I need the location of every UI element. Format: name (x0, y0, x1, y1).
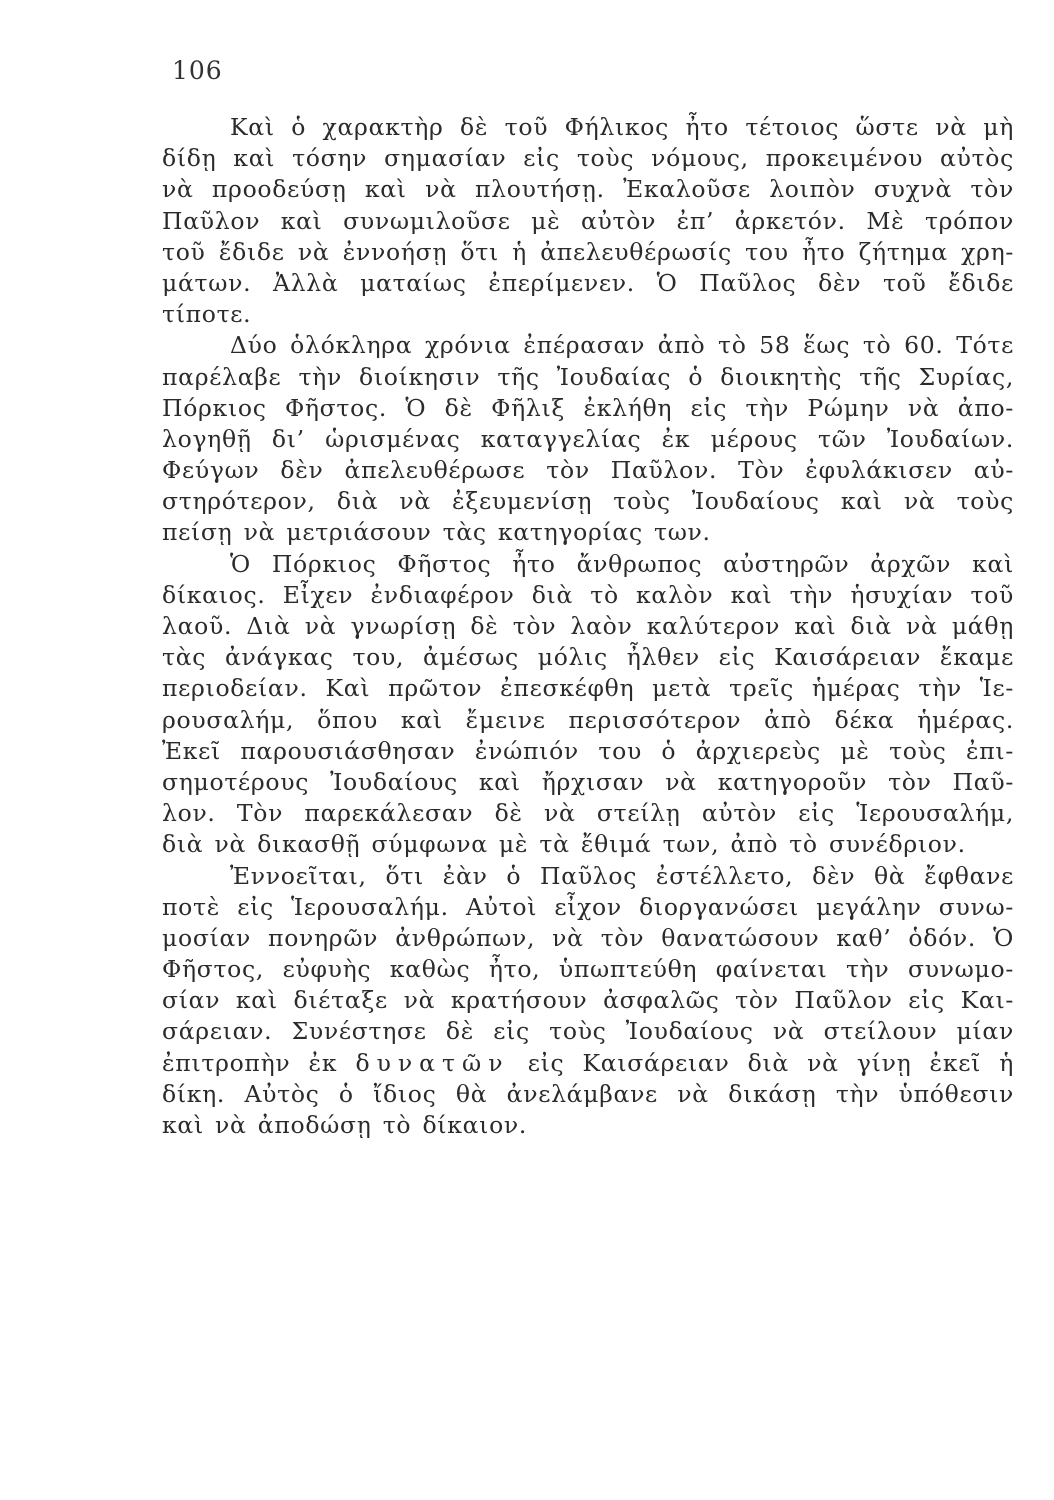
text-line: Δύο ὁλόκληρα χρόνια ἐπέρασαν ἀπὸ τὸ 58 ἕως τὸ 60. Τότε (230, 331, 1014, 360)
text-line: Πόρκιος Φῆστος. Ὁ δὲ Φῆλιξ ἐκλήθη εἰς τὴν Ρώμην νὰ ἀπο- (162, 393, 1014, 422)
text-line: σάρειαν. Συνέστησε δὲ εἰς τοὺς Ἰουδαίους νὰ στείλουν μίαν (162, 1017, 1014, 1046)
text-line: τίποτε. (162, 300, 252, 329)
text-segment: εἰς Καισάρειαν διὰ νὰ γίνῃ ἐκεῖ ἡ (527, 1048, 1015, 1077)
text-line: πείσῃ νὰ μετριάσουν τὰς κατηγορίας των. (162, 518, 711, 547)
text-line: καὶ νὰ ἀποδώσῃ τὸ δίκαιον. (162, 1111, 528, 1139)
text-line: τοῦ ἔδιδε νὰ ἐννοήσῃ ὅτι ἡ ἀπελευθέρωσίς του ἦτο ζήτημα χρη- (162, 237, 1014, 266)
text-line: στηρότερον, διὰ νὰ ἐξευμενίσῃ τοὺς Ἰουδαίους καὶ νὰ τοὺς (162, 487, 1014, 516)
text-line: παρέλαβε τὴν διοίκησιν τῆς Ἰουδαίας ὁ διοικητὴς τῆς Συρίας, (162, 362, 1014, 391)
text-line: σίαν καὶ διέταξε νὰ κρατήσουν ἀσφαλῶς τὸν Παῦλον εἰς Και- (162, 986, 1014, 1015)
text-line: σημοτέρους Ἰουδαίους καὶ ἤρχισαν νὰ κατηγοροῦν τὸν Παῦ- (162, 767, 1014, 796)
text-line: περιοδείαν. Καὶ πρῶτον ἐπεσκέφθη μετὰ τρεῖς ἡμέρας τὴν Ἱε- (162, 674, 1014, 703)
text-line: μοσίαν πονηρῶν ἀνθρώπων, νὰ τὸν θανατώσουν καθ’ ὁδόν. Ὁ (162, 923, 1014, 952)
text-line: δίκη. Αὐτὸς ὁ ἴδιος θὰ ἀνελάμβανε νὰ δικάσῃ τὴν ὑπόθεσιν (162, 1079, 1014, 1108)
text-line: νὰ προοδεύσῃ καὶ νὰ πλουτήσῃ. Ἐκαλοῦσε λοιπὸν συχνὰ τὸν (162, 175, 1014, 204)
text-line: Ὁ Πόρκιος Φῆστος ἦτο ἄνθρωπος αὐστηρῶν ἀρχῶν καὶ (230, 549, 1014, 578)
text-line: τὰς ἀνάγκας του, ἀμέσως μόλις ἦλθεν εἰς Καισάρειαν ἔκαμε (162, 643, 1014, 672)
text-line: λαοῦ. Διὰ νὰ γνωρίσῃ δὲ τὸν λαὸν καλύτερον καὶ διὰ νὰ μάθῃ (162, 612, 1014, 640)
text-segment: ἐπιτροπὴν ἐκ (162, 1048, 338, 1077)
text-line: διὰ νὰ δικασθῇ σύμφωνα μὲ τὰ ἔθιμά των, ἀπὸ τὸ συνέδριον. (162, 830, 966, 859)
text-line: Ἐκεῖ παρουσιάσθησαν ἐνώπιόν του ὁ ἀρχιερεὺς μὲ τοὺς ἐπι- (162, 736, 1014, 765)
text-line: δίδῃ καὶ τόσην σημασίαν εἰς τοὺς νόμους, προκειμένου αὐτὸς (162, 144, 1014, 173)
spaced-emphasis: δυνατῶν (355, 1048, 510, 1077)
body-text (162, 112, 1014, 1141)
text-line: λογηθῇ δι’ ὡρισμένας καταγγελίας ἐκ μέρους τῶν Ἰουδαίων. (162, 424, 1014, 453)
text-line: Ἐννοεῖται, ὅτι ἐὰν ὁ Παῦλος ἐστέλλετο, δὲν θὰ ἔφθανε (230, 861, 1014, 890)
text-line: μάτων. Ἀλλὰ ματαίως ἐπερίμενεν. Ὁ Παῦλος δὲν τοῦ ἔδιδε (162, 268, 1014, 297)
text-line: Φῆστος, εὐφυὴς καθὼς ἦτο, ὑπωπτεύθη φαίνεται τὴν συνωμο- (162, 955, 1014, 984)
text-line: λον. Τὸν παρεκάλεσαν δὲ νὰ στείλῃ αὐτὸν εἰς Ἱερουσαλήμ, (162, 799, 1014, 828)
text-line (162, 1048, 1014, 1079)
text-line: ρουσαλήμ, ὅπου καὶ ἔμεινε περισσότερον ἀπὸ δέκα ἡμέρας. (162, 705, 1014, 734)
text-line: Φεύγων δὲν ἀπελευθέρωσε τὸν Παῦλον. Τὸν ἐφυλάκισεν αὐ- (162, 456, 1014, 485)
text-line: Καὶ ὁ χαρακτὴρ δὲ τοῦ Φήλικος ἦτο τέτοιος ὥστε νὰ μὴ (230, 113, 1014, 141)
text-line: ποτὲ εἰς Ἱερουσαλήμ. Αὐτοὶ εἶχον διοργανώσει μεγάλην συνω- (162, 892, 1014, 921)
page-number: 106 (172, 56, 223, 85)
text-line: δίκαιος. Εἶχεν ἐνδιαφέρον διὰ τὸ καλὸν καὶ τὴν ἡσυχίαν τοῦ (162, 580, 1014, 609)
text-line: Παῦλον καὶ συνωμιλοῦσε μὲ αὐτὸν ἐπ’ ἀρκετόν. Μὲ τρόπον (162, 206, 1014, 235)
